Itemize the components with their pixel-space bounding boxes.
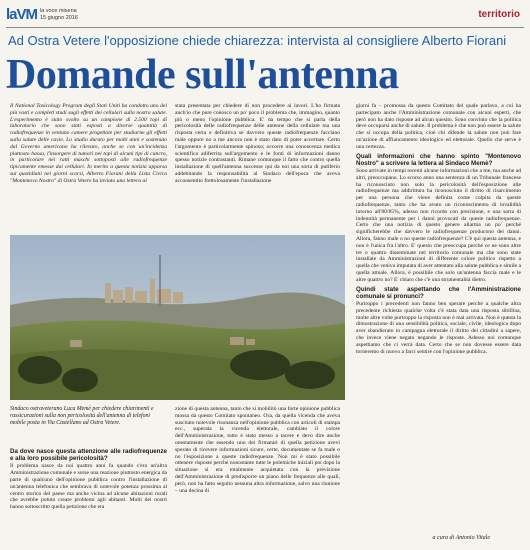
body-paragraph: Purtroppo i precedenti non fanno ben sperare perché a qualche altra precedente richiesta qualche volta c'è stata data una risposta sibillina, molte altre volte purtroppo la risposta non è mai arrivata. Non è questa la dimostrazione di una sensibilità politica, sociale, civile, ideologica dopo aver sbandierato in campagna elettorale il diritto dei cittadini a sapere, che invece viene negato negando le risposte. Adesso noi comunque aspettiamo che ci verrà data. Certo che se non dovesse essere data torneremo di nuovo a farci sentire con l'opinione pubblica. — [356, 300, 521, 355]
logo: laVM — [6, 6, 38, 23]
article-headline: Domande sull'antenna — [6, 52, 399, 98]
body-paragraph: Il problema nasce da noi quattro anni fa quando c'era un'altra Amministrazione comunale e sorse una reazione piuttosto energica da parte di qualcuno dell'opinione pubblica contro l'installazione di un'antenna telefonica che sembrava di notevole potenza prossima al centro storico del paese ma anche vicina ad alcune abitazioni rurali che avrebbe potuto creare problemi agli abitanti. Molti dei nostri hanno sottoscritto quella petizione che era — [10, 463, 167, 511]
logo-subtitle — [40, 8, 78, 22]
publication-name: la voce misena — [40, 8, 77, 14]
photo-caption: Sindaco ostraveterano Luca Memè per chiedere chiarimenti e rassicurazioni sulla non pericolosità dell'antenna di telefoni mobile posta in Via Castellano ad Ostra Vetere. — [10, 406, 154, 426]
publication-date: 15 giugno 2016 — [40, 15, 78, 21]
interview-question: Quali informazioni che hanno spinto "Montenovo Nostro" a scrivere la lettera al Sindaco Memè? — [356, 152, 521, 167]
body-paragraph: stata presentata per chiedere di non procedere ai lavori. L'ho firmata anch'io che pure conosco un po' poco il problema che, immagino, quanto più o meno l'opinione pubblica. E' da tempo che si parla della pericolosità delle radiofrequenze delle antenne della cellulare ma una risposta certa e definitiva se davvero queste radiofrequenze facciano male oppure no a me ancora non è stato dato di poter accertare. Certo l'argomento è particolarmente spinoso; occorre una conoscenza medica scientifica adiferrita sull'argomento e le fonti di informazioni danno spesso notizie contrastanti. Rimane comunque il fatto che contro quella installazione di quell'antenna successe qui da noi una sorta di putiferio addebitando la responsabilità al Sindaco dell'epoca che aveva acconsentito frettolosamente l'installazione — [175, 103, 340, 184]
column-1-bottom — [10, 446, 167, 548]
town-landscape-photo — [10, 235, 345, 400]
column-1-top — [10, 103, 167, 231]
article-kicker: Ad Ostra Vetere l'opposizione chiede chiarezza: intervista al consigliere Alberto Fiorani — [8, 33, 507, 48]
body-paragraph: giorni fa – promossa da questo Comitato del quale parlavo, a cui ha partecipato anche l'Amministrazione comunale con alcuni esperti, che però non ha dato risposte ad alcun quesito. Sono convinto che la politica deve occuparsi anche di salute. Il problema è che non può essere la salute che si occupa della politica, cioè chi difende la salute non può fare un'azione di affiancamento ideologico ed elettorale. Quello che serve è una certezza. — [356, 103, 521, 150]
section-label: territorio — [478, 9, 520, 20]
header-divider — [6, 27, 524, 28]
interview-question: Quindi state aspettando che l'Amministrazione comunale si pronunci? — [356, 285, 521, 300]
intro-paragraph: Il National Toxicology Program degli Stati Uniti ha condotto uno dei più vasti e completi studi sugli effetti dei cellulari sulla nostra salute. L'esperimento è stato svolto su un campione di 2.500 topi di laboratorio che sono stati esposti a diverse quantità di radiofrequenze in ventuno camere progettate per studiarne gli effetti sulla salute delle cavie. Lo studio durato per molti anni e sostenuto dal Governo americano ha rilevato, anche se con un'incidenza piuttosto bassa, l'insorgere di tumori nei topi di alcuni tipi di cancro, in particolare nei ratti maschi sottoposti alle radiofrequenze tipicamente emesse dai cellulari. In merito a questa notizia apparsa sui quotidiani nei giorni scorsi, Alberto Fiorani della Lista Civica "Montenovo Nostro" di Ostra Vetere ha inviato una lettera al — [10, 103, 167, 184]
body-paragraph: Sono arrivate in tempi recenti alcune informazioni che a me, ma anche ad altri, preoccupano. Lo scorso anno una sentenza di un Tribunale francese ha riconosciuto non solo la pericolosità dell'esposizione alle radiofrequenze ma addirittura ha riconosciuto il diritto di risarcimento per una persona che viene definita come colpita da queste radiofrequenze, tanto che ha avuto un riconoscimento di invalidità intorno all'80/85%, adesso non ricordo con precisione, e una sorta di indennità permanente per i danni provocati da queste radiofrequenze. Certo che una notizia di questo genere allarma un po' perché significherebbe che davvero le radiofrequenze producono dei danni. Allora, fanno male o no queste radiofrequenze? C'è qui questa antenna, e non è l'unica fra l'altro. E' questo che preoccupa perché ce ne sono altre tre o quattro disseminate nel territorio comunale ma che sono state installate da Amministrazioni di differente colore politico rispetto a quella che veniva imputata di aver attentato alla salute pubblica e simile a quella attuale. Allora, è possibile che solo un'antenna faccia male e le altre quattro no? E' chiaro che c'è una strumentalità dietro. — [356, 167, 521, 283]
landscape-illustration — [10, 235, 345, 400]
column-2-bottom — [175, 406, 340, 548]
column-3 — [356, 103, 521, 528]
body-paragraph: zione di questa antenna, tanto che si mobilitò una forte opinione pubblica mossa da questo Comitato spontaneo. Ora, da quella vicenda che aveva suscitato notevole risonanza nell'opinione pubblica con articoli di stampa ecc., superata la vicenda elettorale, cambiato il colore dell'Amministrazione, tutto è stato messo a tacere e devo dire anche onestamente che essendo uno dei firmatari di quella petizione avevi sperato di ricevere informazioni sicure, certe, documentate se fa male o no l'esposizione a queste radiofrequenze. Non mi è stato possibile ottenere risposte perché nonostante tutte le polemiche iniziali poi dopo la situazione si era totalmente acquietata con la previsione dell'Amministrazione di predisporre un piano delle frequenze alle quali, però, non ha fatto seguito nessuna altra informazione, salvo una riunione – una decina di — [175, 406, 340, 494]
interview-question: Da dove nasce questa attenzione alle radiofrequenze e alla loro possibile pericolosità? — [10, 448, 167, 463]
column-2-top — [175, 103, 340, 231]
byline: a cura di Antonio Vitale — [432, 535, 490, 541]
masthead — [6, 6, 524, 26]
